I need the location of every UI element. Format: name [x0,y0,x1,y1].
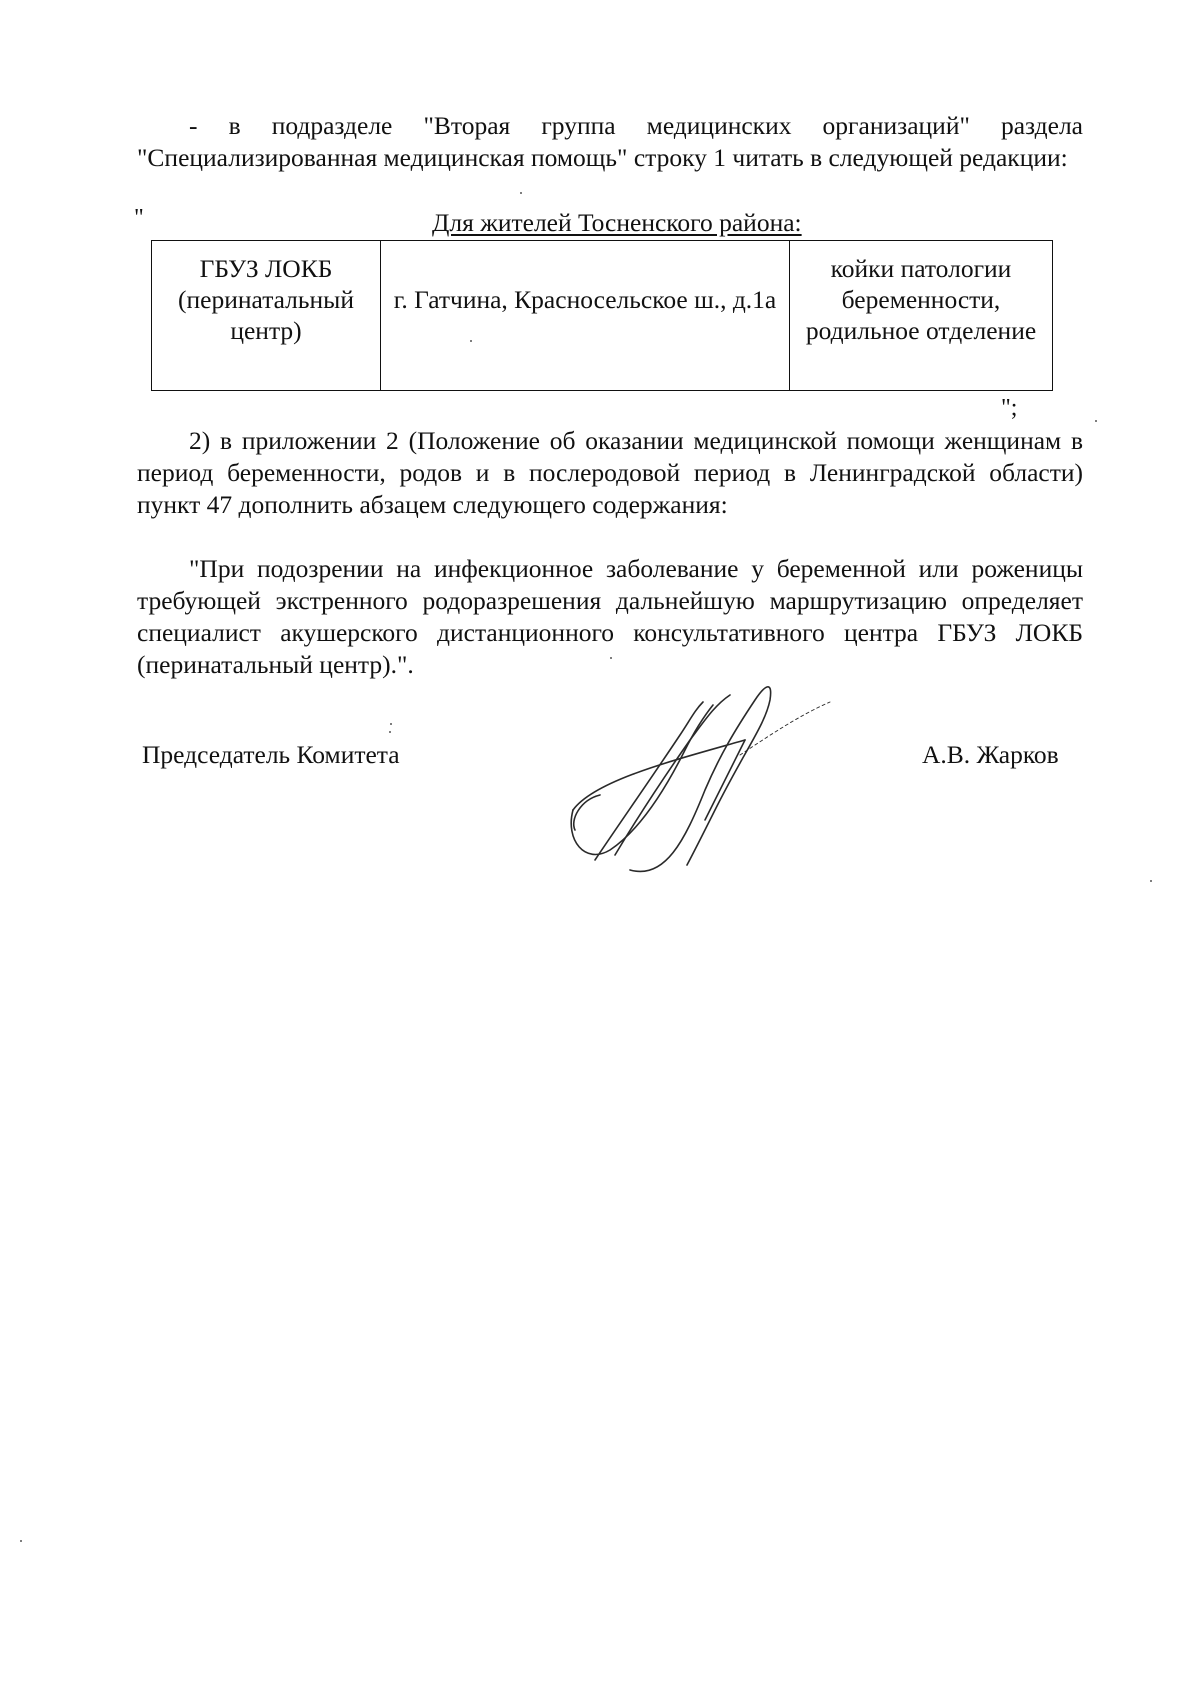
cell-departments: койки патологии беременности, родильное отделение [790,241,1053,391]
cell-organization: ГБУЗ ЛОКБ (перинатальный центр) [152,241,381,391]
routing-table [151,240,1053,391]
scan-speck [610,657,612,659]
scan-speck [389,731,391,733]
scan-speck [1150,880,1152,882]
signatory-name: А.В. Жарков [922,740,1059,769]
table-row [152,241,1053,391]
paragraph-appendix-amendment: 2) в приложении 2 (Положение об оказании медицинской помощи женщинам в период беременности, родов и в послеродовой период в Ленинградской области) пункт 47 дополнить абзацем следующего содержания: [137,426,1083,519]
scan-speck [470,340,472,342]
paragraph-subsection-amendment: - в подразделе "Вторая группа медицинских организаций" раздела "Специализированная медицинская помощь" строку 1 читать в следующей редакции: [137,111,1083,172]
cell-address: г. Гатчина, Красносельское ш., д.1а [381,241,790,391]
scan-speck [20,1540,22,1542]
paragraph-quoted-text: "При подозрении на инфекционное заболевание у беременной или роженицы требующей экстренного родоразрешения дальнейшую маршрутизацию определяет специалист акушерского дистанционного консультативного центра ГБУЗ ЛОКБ (перинатальный центр).". [137,554,1083,679]
signatory-title: Председатель Комитета [142,740,400,769]
table-caption: Для жителей Тосненского района: [432,208,802,237]
handwritten-signature [555,680,835,880]
table-quote-open: " [134,205,144,231]
table-quote-close: "; [1001,395,1018,421]
scan-speck [390,723,392,725]
scan-speck [1095,420,1097,422]
scan-speck [520,192,522,194]
